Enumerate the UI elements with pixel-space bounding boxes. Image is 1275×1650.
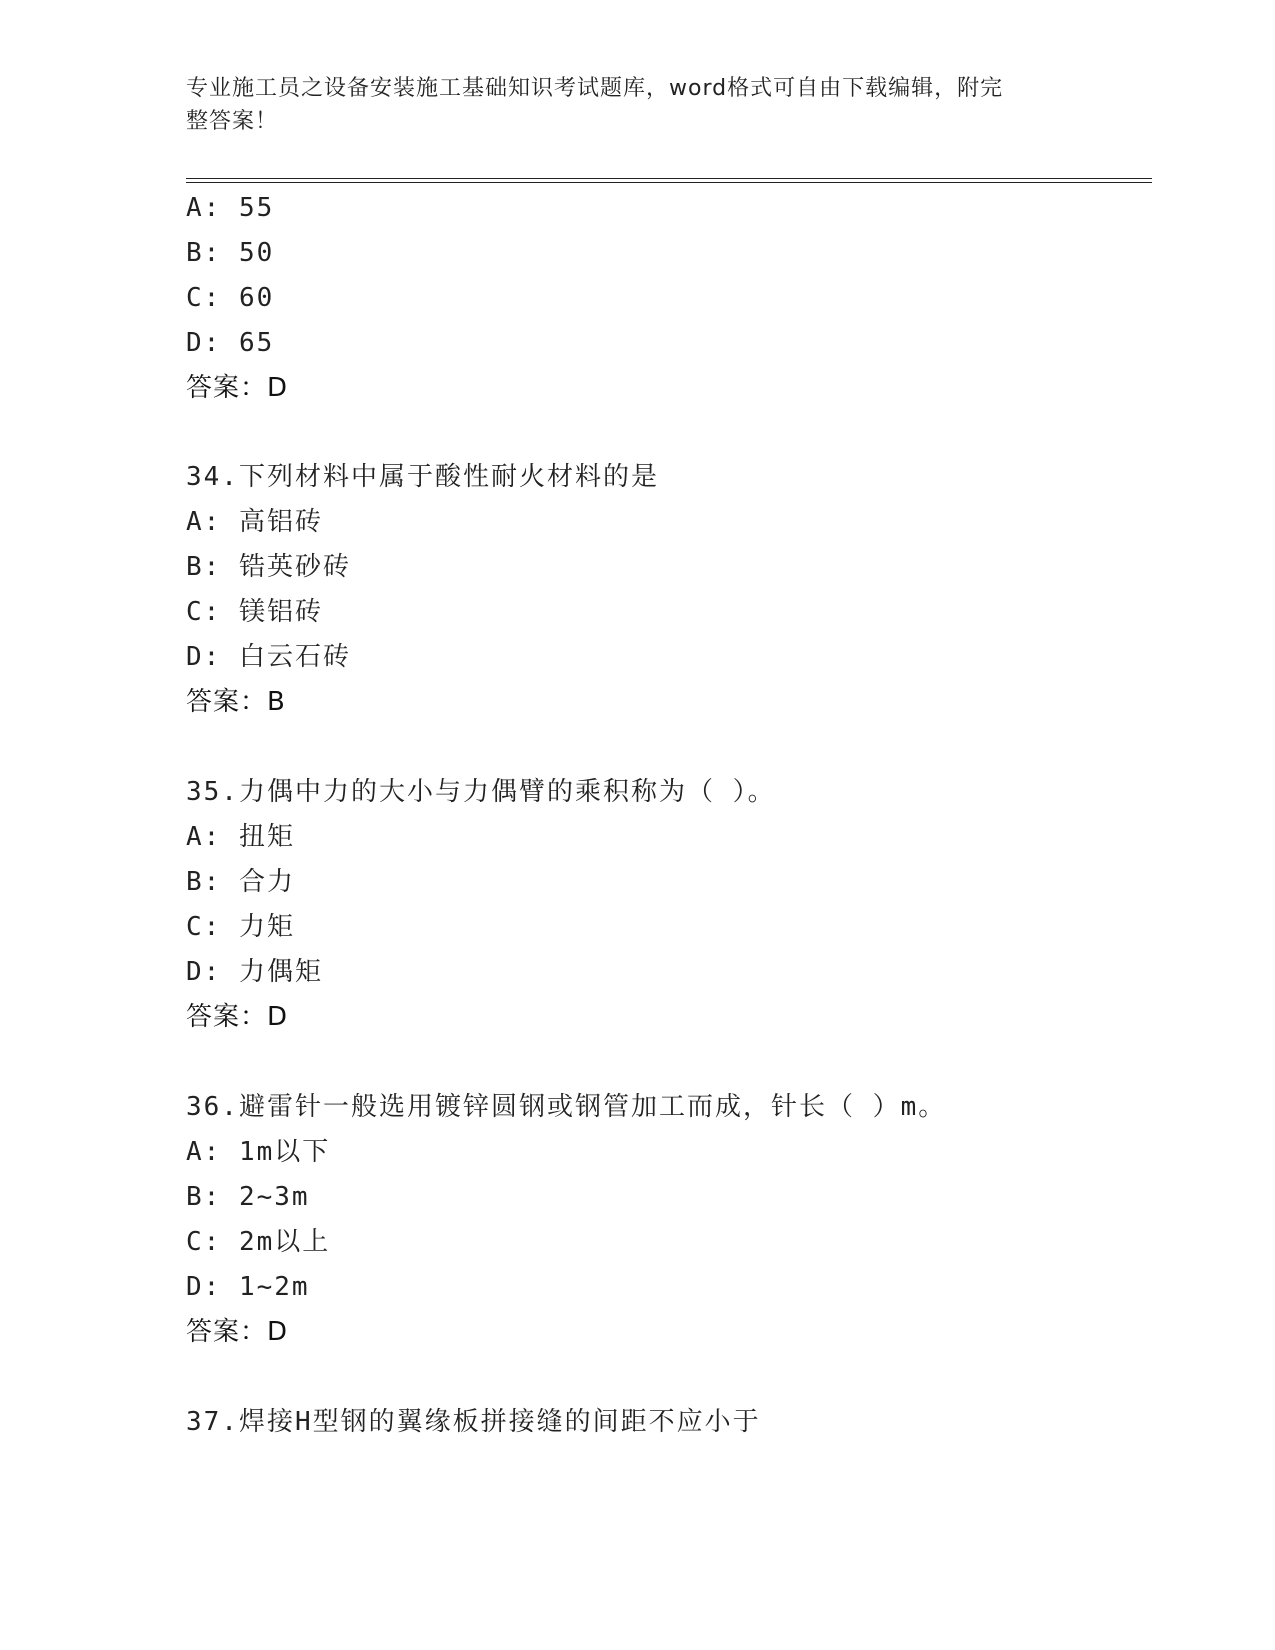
- q35-option-c: C: 力矩: [186, 912, 295, 942]
- q33-option-c: C: 60: [186, 283, 275, 313]
- header-line-1: 专业施工员之设备安装施工基础知识考试题库，word格式可自由下载编辑，附完: [186, 76, 1004, 101]
- q35-option-d: D: 力偶矩: [186, 957, 323, 987]
- q34-answer: 答案：B: [186, 687, 286, 717]
- q33-answer: 答案：D: [186, 373, 289, 403]
- q34-option-b: B: 锆英砂砖: [186, 552, 351, 582]
- q33-option-d: D: 65: [186, 328, 275, 358]
- header-rule-bottom: [186, 182, 1152, 183]
- q35-option-a: A: 扭矩: [186, 822, 295, 852]
- header-line-2: 整答案！: [186, 109, 279, 134]
- q36-answer: 答案：D: [186, 1317, 289, 1347]
- q35-question: 35.力偶中力的大小与力偶臂的乘积称为（ ）。: [186, 777, 776, 807]
- q36-option-a: A: 1m以下: [186, 1137, 331, 1167]
- q34-question: 34.下列材料中属于酸性耐火材料的是: [186, 462, 659, 492]
- q37-question: 37.焊接H型钢的翼缘板拼接缝的间距不应小于: [186, 1407, 761, 1437]
- q34-option-a: A: 高铝砖: [186, 507, 323, 537]
- q35-option-b: B: 合力: [186, 867, 295, 897]
- document-header: [186, 72, 1066, 138]
- q34-option-c: C: 镁铝砖: [186, 597, 323, 627]
- q36-option-c: C: 2m以上: [186, 1227, 331, 1257]
- q36-option-b: B: 2~3m: [186, 1182, 310, 1212]
- q33-option-b: B: 50: [186, 238, 275, 268]
- q35-answer: 答案：D: [186, 1002, 289, 1032]
- q34-option-d: D: 白云石砖: [186, 642, 351, 672]
- q33-option-a: A: 55: [186, 193, 275, 223]
- q36-question: 36.避雷针一般选用镀锌圆钢或钢管加工而成，针长（ ）m。: [186, 1092, 947, 1122]
- q36-option-d: D: 1~2m: [186, 1272, 310, 1302]
- header-rule-top: [186, 178, 1152, 179]
